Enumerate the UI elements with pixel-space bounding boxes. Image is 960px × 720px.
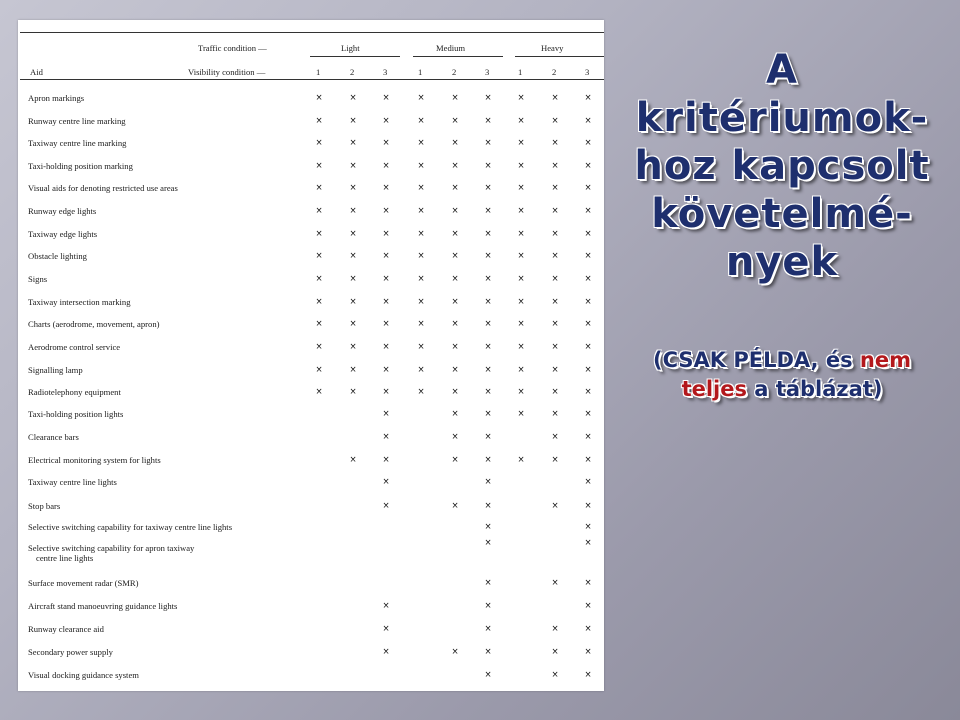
requirement-mark: × xyxy=(349,161,357,171)
table-row-label xyxy=(28,601,177,611)
requirement-mark: × xyxy=(451,387,459,397)
visibility-number: 1 xyxy=(518,67,523,77)
requirement-mark: × xyxy=(517,297,525,307)
requirement-mark: × xyxy=(451,409,459,419)
aid-name: Taxiway intersection marking xyxy=(28,297,131,307)
requirement-mark: × xyxy=(484,206,492,216)
requirement-mark: × xyxy=(484,342,492,352)
requirement-mark: × xyxy=(551,274,559,284)
requirement-mark: × xyxy=(551,455,559,465)
requirement-mark: × xyxy=(382,251,390,261)
requirement-mark: × xyxy=(451,183,459,193)
requirement-mark: × xyxy=(484,274,492,284)
requirement-mark: × xyxy=(382,477,390,487)
visibility-number: 2 xyxy=(452,67,457,77)
requirement-mark: × xyxy=(349,342,357,352)
requirement-mark: × xyxy=(349,93,357,103)
slide-subtitle xyxy=(612,346,952,404)
aid-name: Surface movement radar (SMR) xyxy=(28,578,139,588)
group-medium-label: Medium xyxy=(436,43,466,53)
table-row-label xyxy=(28,455,161,465)
table-row-label xyxy=(28,624,104,634)
requirement-mark: × xyxy=(484,409,492,419)
subtitle-text-2b: a táblázat) xyxy=(746,377,883,401)
requirement-mark: × xyxy=(417,387,425,397)
requirement-mark: × xyxy=(584,601,592,611)
requirement-mark: × xyxy=(349,229,357,239)
slide-title-line-5: nyek xyxy=(725,239,839,285)
aid-name: Signs xyxy=(28,274,48,284)
requirement-mark: × xyxy=(417,365,425,375)
header-bottom-rule xyxy=(20,79,604,80)
aid-name: Secondary power supply xyxy=(28,647,113,657)
requirement-mark: × xyxy=(484,501,492,511)
requirement-mark: × xyxy=(484,670,492,680)
aid-name: Selective switching capability for taxiway centre line lights xyxy=(28,522,233,532)
requirement-mark: × xyxy=(417,274,425,284)
requirement-mark: × xyxy=(349,251,357,261)
group-rule-medium xyxy=(413,56,503,57)
requirement-mark: × xyxy=(517,251,525,261)
requirement-mark: × xyxy=(517,229,525,239)
requirement-mark: × xyxy=(451,319,459,329)
table-row-label xyxy=(28,183,178,193)
requirement-mark: × xyxy=(417,116,425,126)
slide-title-line-1: A xyxy=(766,47,798,93)
requirement-mark: × xyxy=(551,365,559,375)
table-row-label xyxy=(28,409,123,419)
requirement-mark: × xyxy=(584,624,592,634)
table-row-label xyxy=(28,274,47,284)
requirement-mark: × xyxy=(517,342,525,352)
group-rule-light xyxy=(310,56,400,57)
requirement-mark: × xyxy=(584,206,592,216)
header-top-rule xyxy=(20,32,604,33)
table-row-label xyxy=(28,387,121,397)
requirement-mark: × xyxy=(382,138,390,148)
requirement-mark: × xyxy=(382,387,390,397)
requirement-mark: × xyxy=(551,183,559,193)
slide-subtitle-line-1 xyxy=(612,346,952,375)
requirement-mark: × xyxy=(382,116,390,126)
aid-name: Visual aids for denoting restricted use areas xyxy=(28,183,178,193)
aid-name: Aircraft stand manoeuvring guidance lights xyxy=(28,601,178,611)
requirement-mark: × xyxy=(484,387,492,397)
table-row-label xyxy=(28,93,84,103)
requirement-mark: × xyxy=(584,297,592,307)
slide-title-line-2: kritériumok- xyxy=(635,95,929,141)
requirement-mark: × xyxy=(451,647,459,657)
requirement-mark: × xyxy=(484,161,492,171)
requirement-mark: × xyxy=(517,409,525,419)
requirement-mark: × xyxy=(484,624,492,634)
requirement-mark: × xyxy=(315,206,323,216)
visibility-number: 1 xyxy=(316,67,321,77)
traffic-condition-label: Traffic condition — xyxy=(198,43,267,53)
requirement-mark: × xyxy=(517,183,525,193)
requirement-mark: × xyxy=(451,432,459,442)
slide-title-line-3: hoz kapcsolt xyxy=(634,143,930,189)
requirement-mark: × xyxy=(382,319,390,329)
requirement-mark: × xyxy=(315,274,323,284)
requirement-mark: × xyxy=(484,578,492,588)
requirement-mark: × xyxy=(315,229,323,239)
table-row-label xyxy=(28,432,79,442)
requirement-mark: × xyxy=(517,138,525,148)
requirement-mark: × xyxy=(417,93,425,103)
subtitle-highlight-teljes: teljes xyxy=(681,377,747,401)
slide-title xyxy=(612,46,952,286)
aid-name: Apron markings xyxy=(28,93,85,103)
requirement-mark: × xyxy=(349,206,357,216)
visibility-number: 3 xyxy=(383,67,388,77)
requirement-mark: × xyxy=(382,342,390,352)
requirement-mark: × xyxy=(551,501,559,511)
requirement-mark: × xyxy=(451,161,459,171)
requirement-mark: × xyxy=(484,251,492,261)
aid-name: Aerodrome control service xyxy=(28,342,121,352)
aid-name: Stop bars xyxy=(28,501,61,511)
requirement-mark: × xyxy=(584,501,592,511)
subtitle-text-1a: (CSAK PÉLDA, és xyxy=(653,348,860,372)
group-heavy-label: Heavy xyxy=(541,43,564,53)
requirement-mark: × xyxy=(382,183,390,193)
requirement-mark: × xyxy=(584,365,592,375)
table-row-label xyxy=(28,138,126,148)
requirement-mark: × xyxy=(517,319,525,329)
requirement-mark: × xyxy=(349,365,357,375)
requirement-mark: × xyxy=(584,138,592,148)
aid-name: Taxiway edge lights xyxy=(28,229,98,239)
requirement-mark: × xyxy=(584,342,592,352)
table-row-label xyxy=(28,522,232,532)
requirement-mark: × xyxy=(584,409,592,419)
visibility-number: 2 xyxy=(552,67,557,77)
requirement-mark: × xyxy=(349,455,357,465)
requirement-mark: × xyxy=(551,409,559,419)
requirement-mark: × xyxy=(551,138,559,148)
requirement-mark: × xyxy=(349,138,357,148)
requirement-mark: × xyxy=(417,138,425,148)
requirement-mark: × xyxy=(551,670,559,680)
requirement-mark: × xyxy=(517,93,525,103)
requirement-mark: × xyxy=(451,116,459,126)
group-rule-heavy xyxy=(515,56,604,57)
requirement-mark: × xyxy=(451,229,459,239)
table-row-label xyxy=(28,578,139,588)
requirement-mark: × xyxy=(382,161,390,171)
requirement-mark: × xyxy=(517,116,525,126)
requirement-mark: × xyxy=(517,387,525,397)
requirement-mark: × xyxy=(584,183,592,193)
aid-name: Taxiway centre line marking xyxy=(28,138,127,148)
requirement-mark: × xyxy=(551,342,559,352)
requirement-mark: × xyxy=(517,274,525,284)
requirement-mark: × xyxy=(484,522,492,532)
requirement-mark: × xyxy=(451,206,459,216)
requirement-mark: × xyxy=(451,297,459,307)
requirement-mark: × xyxy=(451,274,459,284)
requirement-mark: × xyxy=(484,183,492,193)
requirement-mark: × xyxy=(551,206,559,216)
requirement-mark: × xyxy=(584,455,592,465)
requirement-mark: × xyxy=(315,342,323,352)
requirement-mark: × xyxy=(584,538,592,548)
aid-name: Taxi-holding position marking xyxy=(28,161,133,171)
table-row-label xyxy=(28,116,126,126)
requirement-mark: × xyxy=(584,477,592,487)
aid-name: Visual docking guidance system xyxy=(28,670,139,680)
requirement-mark: × xyxy=(484,138,492,148)
slide-title-line-4: követelmé- xyxy=(651,191,913,237)
requirement-mark: × xyxy=(382,601,390,611)
requirement-mark: × xyxy=(551,229,559,239)
requirement-mark: × xyxy=(484,93,492,103)
requirement-mark: × xyxy=(551,647,559,657)
requirement-mark: × xyxy=(382,647,390,657)
requirement-mark: × xyxy=(584,319,592,329)
table-row-label xyxy=(28,206,96,216)
requirement-mark: × xyxy=(451,342,459,352)
requirement-mark: × xyxy=(517,206,525,216)
requirement-mark: × xyxy=(349,297,357,307)
requirement-mark: × xyxy=(484,601,492,611)
requirement-mark: × xyxy=(484,116,492,126)
requirement-mark: × xyxy=(382,501,390,511)
requirement-mark: × xyxy=(584,647,592,657)
requirement-mark: × xyxy=(382,297,390,307)
requirement-mark: × xyxy=(451,251,459,261)
aid-name: Runway clearance aid xyxy=(28,624,104,634)
requirement-mark: × xyxy=(382,455,390,465)
requirement-mark: × xyxy=(584,161,592,171)
table-row-label xyxy=(28,229,97,239)
requirement-mark: × xyxy=(484,319,492,329)
requirement-mark: × xyxy=(551,116,559,126)
requirement-mark: × xyxy=(517,455,525,465)
aid-name: Electrical monitoring system for lights xyxy=(28,455,161,465)
requirement-mark: × xyxy=(551,93,559,103)
requirement-mark: × xyxy=(484,477,492,487)
aid-name: Radiotelephony equipment xyxy=(28,387,121,397)
requirement-mark: × xyxy=(382,409,390,419)
table-row-label xyxy=(28,647,113,657)
requirement-mark: × xyxy=(315,387,323,397)
requirement-mark: × xyxy=(315,116,323,126)
aid-name: Taxiway centre line lights xyxy=(28,477,117,487)
requirement-mark: × xyxy=(584,251,592,261)
requirement-mark: × xyxy=(417,251,425,261)
aid-name: Runway centre line marking xyxy=(28,116,126,126)
requirement-mark: × xyxy=(382,206,390,216)
scanned-table-image xyxy=(18,20,604,691)
requirement-mark: × xyxy=(315,319,323,329)
requirement-mark: × xyxy=(484,455,492,465)
requirement-mark: × xyxy=(315,93,323,103)
requirement-mark: × xyxy=(484,365,492,375)
requirement-mark: × xyxy=(382,93,390,103)
requirement-mark: × xyxy=(584,93,592,103)
requirement-mark: × xyxy=(349,387,357,397)
requirement-mark: × xyxy=(451,501,459,511)
subtitle-highlight-nem: nem xyxy=(859,348,911,372)
requirement-mark: × xyxy=(484,647,492,657)
visibility-number: 3 xyxy=(485,67,490,77)
requirement-mark: × xyxy=(451,365,459,375)
requirement-mark: × xyxy=(517,365,525,375)
requirement-mark: × xyxy=(551,432,559,442)
table-row-label xyxy=(28,477,117,487)
requirement-mark: × xyxy=(349,274,357,284)
requirement-mark: × xyxy=(584,670,592,680)
requirement-mark: × xyxy=(584,578,592,588)
requirement-mark: × xyxy=(417,206,425,216)
requirement-mark: × xyxy=(451,138,459,148)
requirement-mark: × xyxy=(517,161,525,171)
slide-subtitle-line-2 xyxy=(612,375,952,404)
requirement-mark: × xyxy=(484,432,492,442)
visibility-number: 2 xyxy=(350,67,355,77)
table-row-label xyxy=(28,251,87,261)
requirement-mark: × xyxy=(315,365,323,375)
aid-name: Charts (aerodrome, movement, apron) xyxy=(28,319,160,329)
requirement-mark: × xyxy=(584,229,592,239)
table-row-label xyxy=(28,670,139,680)
requirement-mark: × xyxy=(584,274,592,284)
requirement-mark: × xyxy=(451,455,459,465)
requirement-mark: × xyxy=(315,161,323,171)
requirement-mark: × xyxy=(484,538,492,548)
requirement-mark: × xyxy=(551,624,559,634)
aid-name: Taxi-holding position lights xyxy=(28,409,124,419)
requirement-mark: × xyxy=(484,229,492,239)
requirement-mark: × xyxy=(551,251,559,261)
table-row-label xyxy=(28,161,133,171)
requirement-mark: × xyxy=(451,93,459,103)
aid-name: Clearance bars xyxy=(28,432,79,442)
requirement-mark: × xyxy=(417,319,425,329)
requirement-mark: × xyxy=(315,297,323,307)
requirement-mark: × xyxy=(315,138,323,148)
requirement-mark: × xyxy=(315,183,323,193)
aid-name: Signalling lamp xyxy=(28,365,83,375)
aid-name: Runway edge lights xyxy=(28,206,97,216)
table-row-label xyxy=(28,365,83,375)
requirement-mark: × xyxy=(382,432,390,442)
table-row-label xyxy=(28,543,194,563)
visibility-number: 3 xyxy=(585,67,590,77)
requirement-mark: × xyxy=(417,229,425,239)
requirement-mark: × xyxy=(551,387,559,397)
aid-name: Selective switching capability for apron taxiway xyxy=(28,543,195,553)
requirement-mark: × xyxy=(584,116,592,126)
requirement-mark: × xyxy=(584,387,592,397)
requirement-mark: × xyxy=(417,183,425,193)
table-row-label xyxy=(28,319,160,329)
table-row-label xyxy=(28,297,131,307)
requirement-mark: × xyxy=(417,297,425,307)
requirement-mark: × xyxy=(417,342,425,352)
requirement-mark: × xyxy=(551,319,559,329)
requirement-mark: × xyxy=(551,578,559,588)
aid-column-label: Aid xyxy=(30,67,43,77)
requirement-mark: × xyxy=(551,161,559,171)
visibility-number: 1 xyxy=(418,67,423,77)
requirement-mark: × xyxy=(584,432,592,442)
requirement-mark: × xyxy=(584,522,592,532)
requirement-mark: × xyxy=(484,297,492,307)
requirement-mark: × xyxy=(551,297,559,307)
requirement-mark: × xyxy=(315,251,323,261)
requirement-mark: × xyxy=(382,229,390,239)
requirement-mark: × xyxy=(382,365,390,375)
requirement-mark: × xyxy=(417,161,425,171)
requirement-mark: × xyxy=(382,274,390,284)
requirement-mark: × xyxy=(382,624,390,634)
requirement-mark: × xyxy=(349,319,357,329)
requirement-mark: × xyxy=(349,116,357,126)
table-row-label xyxy=(28,342,120,352)
table-row-label xyxy=(28,501,60,511)
aid-name: Obstacle lighting xyxy=(28,251,87,261)
requirement-mark: × xyxy=(349,183,357,193)
group-light-label: Light xyxy=(341,43,360,53)
visibility-condition-label: Visibility condition — xyxy=(188,67,266,77)
aid-name-continued: centre line lights xyxy=(36,553,94,563)
